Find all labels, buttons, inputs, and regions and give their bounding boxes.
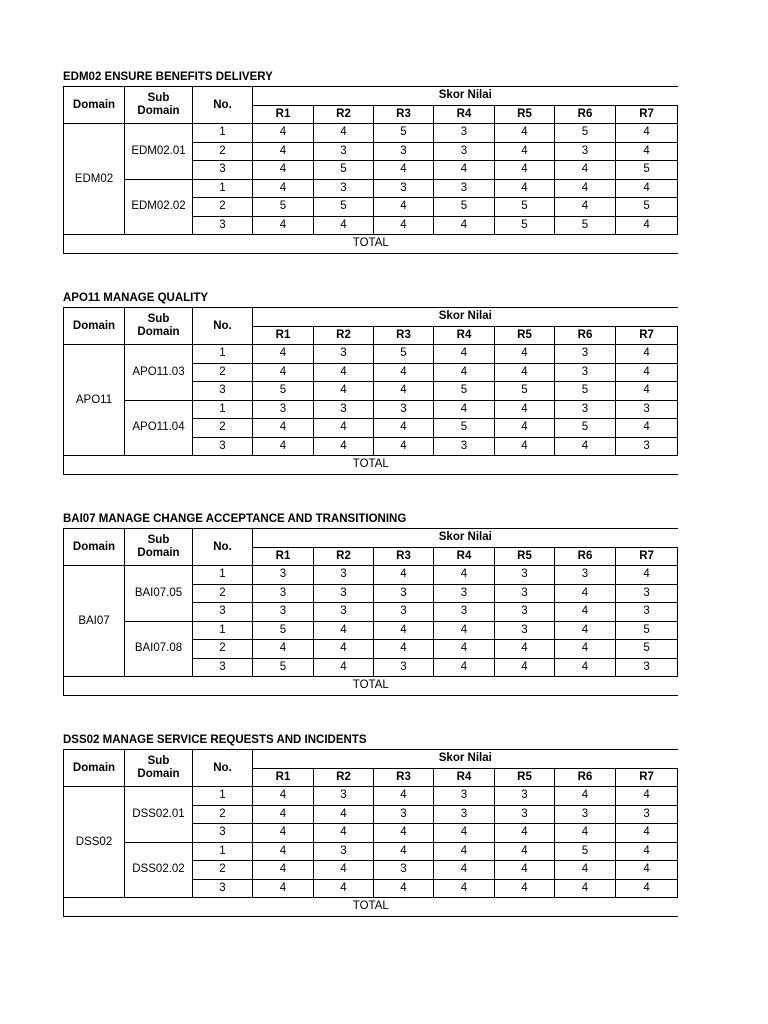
score-cell: 3 (616, 437, 678, 456)
score-cell: 4 (314, 216, 374, 235)
score-cell: 4 (314, 363, 374, 382)
sub-domain-header (125, 750, 193, 787)
score-cell: 3 (495, 787, 555, 806)
score-cell: 4 (374, 437, 434, 456)
section-apo11 (63, 290, 677, 475)
score-cell: 4 (253, 216, 314, 235)
score-cell: 4 (253, 842, 314, 861)
domain-header: Domain (64, 750, 125, 787)
rater-header: R7 (616, 326, 678, 345)
no-header: No. (193, 308, 253, 345)
row-number-cell: 1 (193, 345, 253, 364)
skor-nilai-header: Skor Nilai (253, 87, 678, 106)
rater-header: R1 (253, 326, 314, 345)
score-cell: 3 (253, 584, 314, 603)
score-cell: 5 (555, 842, 616, 861)
score-cell: 5 (555, 216, 616, 235)
sub-domain-header-line1: Sub (147, 755, 170, 767)
sub-domain-cell: APO11.04 (125, 400, 193, 456)
score-cell: 4 (374, 198, 434, 217)
score-cell: 3 (495, 603, 555, 622)
score-cell: 4 (374, 824, 434, 843)
score-cell: 3 (374, 658, 434, 677)
rater-header: R5 (495, 105, 555, 124)
rater-header: R2 (314, 768, 374, 787)
domain-cell: APO11 (64, 345, 125, 456)
score-cell: 4 (253, 345, 314, 364)
table-row (64, 124, 678, 143)
score-cell: 4 (374, 842, 434, 861)
row-number-cell: 1 (193, 787, 253, 806)
score-cell: 3 (434, 805, 495, 824)
score-cell: 4 (555, 603, 616, 622)
score-cell: 4 (616, 142, 678, 161)
score-cell: 4 (555, 861, 616, 880)
score-table (63, 528, 678, 696)
score-cell: 4 (495, 879, 555, 898)
score-cell: 4 (555, 787, 616, 806)
score-cell: 4 (555, 824, 616, 843)
score-cell: 3 (434, 437, 495, 456)
no-header: No. (193, 750, 253, 787)
score-cell: 3 (314, 566, 374, 585)
score-cell: 4 (555, 658, 616, 677)
score-cell: 3 (314, 179, 374, 198)
score-table (63, 86, 678, 254)
score-cell: 4 (374, 216, 434, 235)
score-table (63, 749, 678, 917)
total-row (64, 456, 678, 475)
skor-nilai-header: Skor Nilai (253, 750, 678, 769)
score-cell: 4 (314, 879, 374, 898)
score-cell: 4 (314, 640, 374, 659)
section-title: DSS02 MANAGE SERVICE REQUESTS AND INCIDENTS (63, 734, 367, 746)
score-cell: 5 (495, 382, 555, 401)
score-cell: 5 (616, 161, 678, 180)
score-cell: 4 (434, 824, 495, 843)
score-cell: 3 (374, 142, 434, 161)
score-cell: 3 (495, 805, 555, 824)
score-cell: 3 (374, 584, 434, 603)
domain-header: Domain (64, 308, 125, 345)
score-cell: 4 (495, 400, 555, 419)
domain-header: Domain (64, 87, 125, 124)
score-cell: 5 (434, 419, 495, 438)
rater-header: R1 (253, 547, 314, 566)
score-cell: 3 (434, 179, 495, 198)
sub-domain-cell: DSS02.02 (125, 842, 193, 898)
score-cell: 3 (434, 124, 495, 143)
score-cell: 4 (495, 824, 555, 843)
score-cell: 4 (616, 345, 678, 364)
score-cell: 4 (374, 161, 434, 180)
score-cell: 4 (555, 879, 616, 898)
score-cell: 4 (314, 437, 374, 456)
score-cell: 3 (374, 603, 434, 622)
rater-header: R3 (374, 768, 434, 787)
row-number-cell: 2 (193, 805, 253, 824)
score-cell: 3 (374, 805, 434, 824)
rater-header: R3 (374, 326, 434, 345)
score-cell: 3 (374, 179, 434, 198)
rater-header: R4 (434, 547, 495, 566)
row-number-cell: 2 (193, 419, 253, 438)
row-number-cell: 3 (193, 603, 253, 622)
score-cell: 4 (253, 363, 314, 382)
rater-header: R6 (555, 768, 616, 787)
score-cell: 3 (495, 584, 555, 603)
score-cell: 4 (314, 658, 374, 677)
score-cell: 4 (616, 419, 678, 438)
table-row (64, 621, 678, 640)
table-row (64, 345, 678, 364)
score-cell: 4 (555, 179, 616, 198)
row-number-cell: 2 (193, 142, 253, 161)
row-number-cell: 1 (193, 842, 253, 861)
rater-header: R3 (374, 547, 434, 566)
row-number-cell: 3 (193, 879, 253, 898)
score-cell: 4 (374, 363, 434, 382)
row-number-cell: 2 (193, 640, 253, 659)
total-label: TOTAL (64, 677, 678, 696)
row-number-cell: 1 (193, 621, 253, 640)
score-cell: 5 (314, 198, 374, 217)
total-row (64, 677, 678, 696)
total-label: TOTAL (64, 456, 678, 475)
score-cell: 4 (555, 640, 616, 659)
score-cell: 4 (434, 658, 495, 677)
score-cell: 4 (253, 419, 314, 438)
score-cell: 3 (253, 603, 314, 622)
rater-header: R5 (495, 768, 555, 787)
score-cell: 3 (374, 861, 434, 880)
section-dss02 (63, 732, 677, 917)
score-cell: 4 (495, 124, 555, 143)
score-cell: 4 (495, 640, 555, 659)
score-cell: 4 (374, 566, 434, 585)
score-cell: 4 (495, 842, 555, 861)
score-cell: 3 (616, 400, 678, 419)
score-cell: 5 (555, 382, 616, 401)
score-cell: 3 (374, 400, 434, 419)
sub-domain-header (125, 529, 193, 566)
score-cell: 4 (616, 124, 678, 143)
score-cell: 4 (253, 805, 314, 824)
score-cell: 4 (253, 179, 314, 198)
score-cell: 4 (314, 124, 374, 143)
header-row (64, 750, 678, 769)
rater-header: R6 (555, 326, 616, 345)
score-cell: 4 (374, 787, 434, 806)
score-cell: 4 (495, 658, 555, 677)
score-cell: 4 (253, 437, 314, 456)
score-cell: 3 (555, 805, 616, 824)
score-cell: 3 (314, 787, 374, 806)
score-cell: 4 (253, 861, 314, 880)
row-number-cell: 3 (193, 382, 253, 401)
score-table (63, 307, 678, 475)
row-number-cell: 2 (193, 198, 253, 217)
score-cell: 4 (495, 363, 555, 382)
sub-domain-header-line1: Sub (147, 92, 170, 104)
table-row (64, 179, 678, 198)
score-cell: 4 (434, 842, 495, 861)
sub-domain-header-line2: Domain (137, 105, 180, 117)
sub-domain-cell: DSS02.01 (125, 787, 193, 843)
score-cell: 3 (253, 400, 314, 419)
score-cell: 5 (434, 382, 495, 401)
score-cell: 3 (314, 142, 374, 161)
score-cell: 4 (314, 382, 374, 401)
score-cell: 4 (616, 382, 678, 401)
row-number-cell: 1 (193, 179, 253, 198)
score-cell: 5 (374, 124, 434, 143)
score-cell: 4 (253, 787, 314, 806)
sub-domain-header (125, 308, 193, 345)
score-cell: 3 (314, 584, 374, 603)
score-cell: 3 (434, 584, 495, 603)
score-cell: 4 (253, 640, 314, 659)
score-cell: 3 (555, 345, 616, 364)
score-cell: 4 (616, 566, 678, 585)
section-title: BAI07 MANAGE CHANGE ACCEPTANCE AND TRANSITIONING (63, 513, 407, 525)
score-cell: 3 (314, 842, 374, 861)
score-cell: 3 (495, 621, 555, 640)
score-cell: 5 (616, 198, 678, 217)
score-cell: 3 (616, 805, 678, 824)
score-cell: 4 (434, 879, 495, 898)
score-cell: 3 (555, 400, 616, 419)
row-number-cell: 3 (193, 161, 253, 180)
table-row (64, 787, 678, 806)
score-cell: 4 (616, 879, 678, 898)
sub-domain-cell: BAI07.08 (125, 621, 193, 677)
skor-nilai-header: Skor Nilai (253, 529, 678, 548)
score-cell: 3 (555, 142, 616, 161)
rater-header: R4 (434, 105, 495, 124)
score-cell: 4 (434, 161, 495, 180)
row-number-cell: 3 (193, 658, 253, 677)
rater-header: R5 (495, 326, 555, 345)
domain-cell: DSS02 (64, 787, 125, 898)
total-label: TOTAL (64, 235, 678, 254)
score-cell: 4 (495, 345, 555, 364)
row-number-cell: 3 (193, 437, 253, 456)
score-cell: 4 (555, 198, 616, 217)
score-cell: 4 (314, 805, 374, 824)
score-cell: 4 (434, 345, 495, 364)
score-cell: 3 (616, 658, 678, 677)
score-cell: 4 (253, 161, 314, 180)
score-cell: 5 (253, 382, 314, 401)
score-cell: 4 (374, 621, 434, 640)
score-cell: 3 (616, 603, 678, 622)
score-cell: 3 (495, 566, 555, 585)
score-cell: 4 (374, 419, 434, 438)
score-cell: 3 (616, 584, 678, 603)
score-cell: 4 (434, 640, 495, 659)
rater-header: R4 (434, 326, 495, 345)
score-cell: 4 (314, 861, 374, 880)
score-cell: 5 (434, 198, 495, 217)
sub-domain-header-line1: Sub (147, 534, 170, 546)
score-cell: 4 (495, 419, 555, 438)
rater-header: R4 (434, 768, 495, 787)
row-number-cell: 3 (193, 824, 253, 843)
sub-domain-cell: EDM02.02 (125, 179, 193, 235)
score-cell: 4 (616, 861, 678, 880)
row-number-cell: 2 (193, 861, 253, 880)
section-title: EDM02 ENSURE BENEFITS DELIVERY (63, 71, 273, 83)
score-cell: 4 (374, 382, 434, 401)
score-cell: 4 (555, 621, 616, 640)
header-row (64, 87, 678, 106)
rater-header: R3 (374, 105, 434, 124)
rater-header: R5 (495, 547, 555, 566)
sub-domain-cell: BAI07.05 (125, 566, 193, 622)
score-cell: 5 (314, 161, 374, 180)
sub-domain-cell: APO11.03 (125, 345, 193, 401)
section-edm02 (63, 69, 677, 254)
table-row (64, 842, 678, 861)
no-header: No. (193, 87, 253, 124)
sub-domain-header-line1: Sub (147, 313, 170, 325)
domain-header: Domain (64, 529, 125, 566)
row-number-cell: 3 (193, 216, 253, 235)
section-bai07 (63, 511, 677, 696)
domain-cell: BAI07 (64, 566, 125, 677)
total-row (64, 235, 678, 254)
score-cell: 4 (555, 161, 616, 180)
sub-domain-header-line2: Domain (137, 768, 180, 780)
table-row (64, 400, 678, 419)
score-cell: 4 (314, 419, 374, 438)
score-cell: 4 (555, 584, 616, 603)
score-cell: 4 (253, 124, 314, 143)
score-cell: 4 (616, 179, 678, 198)
score-cell: 3 (555, 566, 616, 585)
rater-header: R6 (555, 547, 616, 566)
score-cell: 5 (495, 198, 555, 217)
sub-domain-header-line2: Domain (137, 547, 180, 559)
sub-domain-cell: EDM02.01 (125, 124, 193, 180)
rater-header: R6 (555, 105, 616, 124)
score-cell: 4 (374, 879, 434, 898)
rater-header: R1 (253, 768, 314, 787)
score-cell: 5 (253, 658, 314, 677)
total-label: TOTAL (64, 898, 678, 917)
domain-cell: EDM02 (64, 124, 125, 235)
score-cell: 4 (616, 824, 678, 843)
score-cell: 4 (434, 621, 495, 640)
score-cell: 5 (616, 640, 678, 659)
score-cell: 4 (314, 824, 374, 843)
score-cell: 4 (495, 179, 555, 198)
score-cell: 4 (495, 142, 555, 161)
score-cell: 3 (314, 400, 374, 419)
score-cell: 4 (495, 437, 555, 456)
score-cell: 4 (253, 142, 314, 161)
score-cell: 4 (434, 400, 495, 419)
score-cell: 5 (555, 419, 616, 438)
score-cell: 3 (555, 363, 616, 382)
score-cell: 4 (434, 216, 495, 235)
row-number-cell: 2 (193, 363, 253, 382)
score-cell: 5 (253, 198, 314, 217)
score-cell: 4 (253, 879, 314, 898)
score-cell: 4 (616, 363, 678, 382)
rater-header: R7 (616, 768, 678, 787)
score-cell: 5 (374, 345, 434, 364)
score-cell: 3 (314, 345, 374, 364)
score-cell: 5 (253, 621, 314, 640)
rater-header: R7 (616, 105, 678, 124)
score-cell: 4 (495, 161, 555, 180)
rater-header: R2 (314, 105, 374, 124)
row-number-cell: 1 (193, 566, 253, 585)
score-cell: 4 (434, 566, 495, 585)
skor-nilai-header: Skor Nilai (253, 308, 678, 327)
score-cell: 4 (555, 437, 616, 456)
score-cell: 4 (616, 787, 678, 806)
score-cell: 4 (374, 640, 434, 659)
row-number-cell: 1 (193, 400, 253, 419)
row-number-cell: 2 (193, 584, 253, 603)
score-cell: 4 (434, 861, 495, 880)
score-cell: 5 (555, 124, 616, 143)
score-cell: 4 (314, 621, 374, 640)
no-header: No. (193, 529, 253, 566)
rater-header: R7 (616, 547, 678, 566)
score-cell: 3 (253, 566, 314, 585)
header-row (64, 308, 678, 327)
section-title: APO11 MANAGE QUALITY (63, 292, 209, 304)
header-row (64, 529, 678, 548)
rater-header: R1 (253, 105, 314, 124)
score-cell: 4 (253, 824, 314, 843)
rater-header: R2 (314, 326, 374, 345)
score-cell: 4 (434, 363, 495, 382)
score-cell: 5 (616, 621, 678, 640)
total-row (64, 898, 678, 917)
score-cell: 3 (314, 603, 374, 622)
sub-domain-header-line2: Domain (137, 326, 180, 338)
rater-header: R2 (314, 547, 374, 566)
score-cell: 4 (616, 842, 678, 861)
score-cell: 4 (495, 861, 555, 880)
score-cell: 5 (495, 216, 555, 235)
score-cell: 4 (616, 216, 678, 235)
table-row (64, 566, 678, 585)
sub-domain-header (125, 87, 193, 124)
score-cell: 3 (434, 603, 495, 622)
score-cell: 3 (434, 142, 495, 161)
row-number-cell: 1 (193, 124, 253, 143)
score-cell: 3 (434, 787, 495, 806)
